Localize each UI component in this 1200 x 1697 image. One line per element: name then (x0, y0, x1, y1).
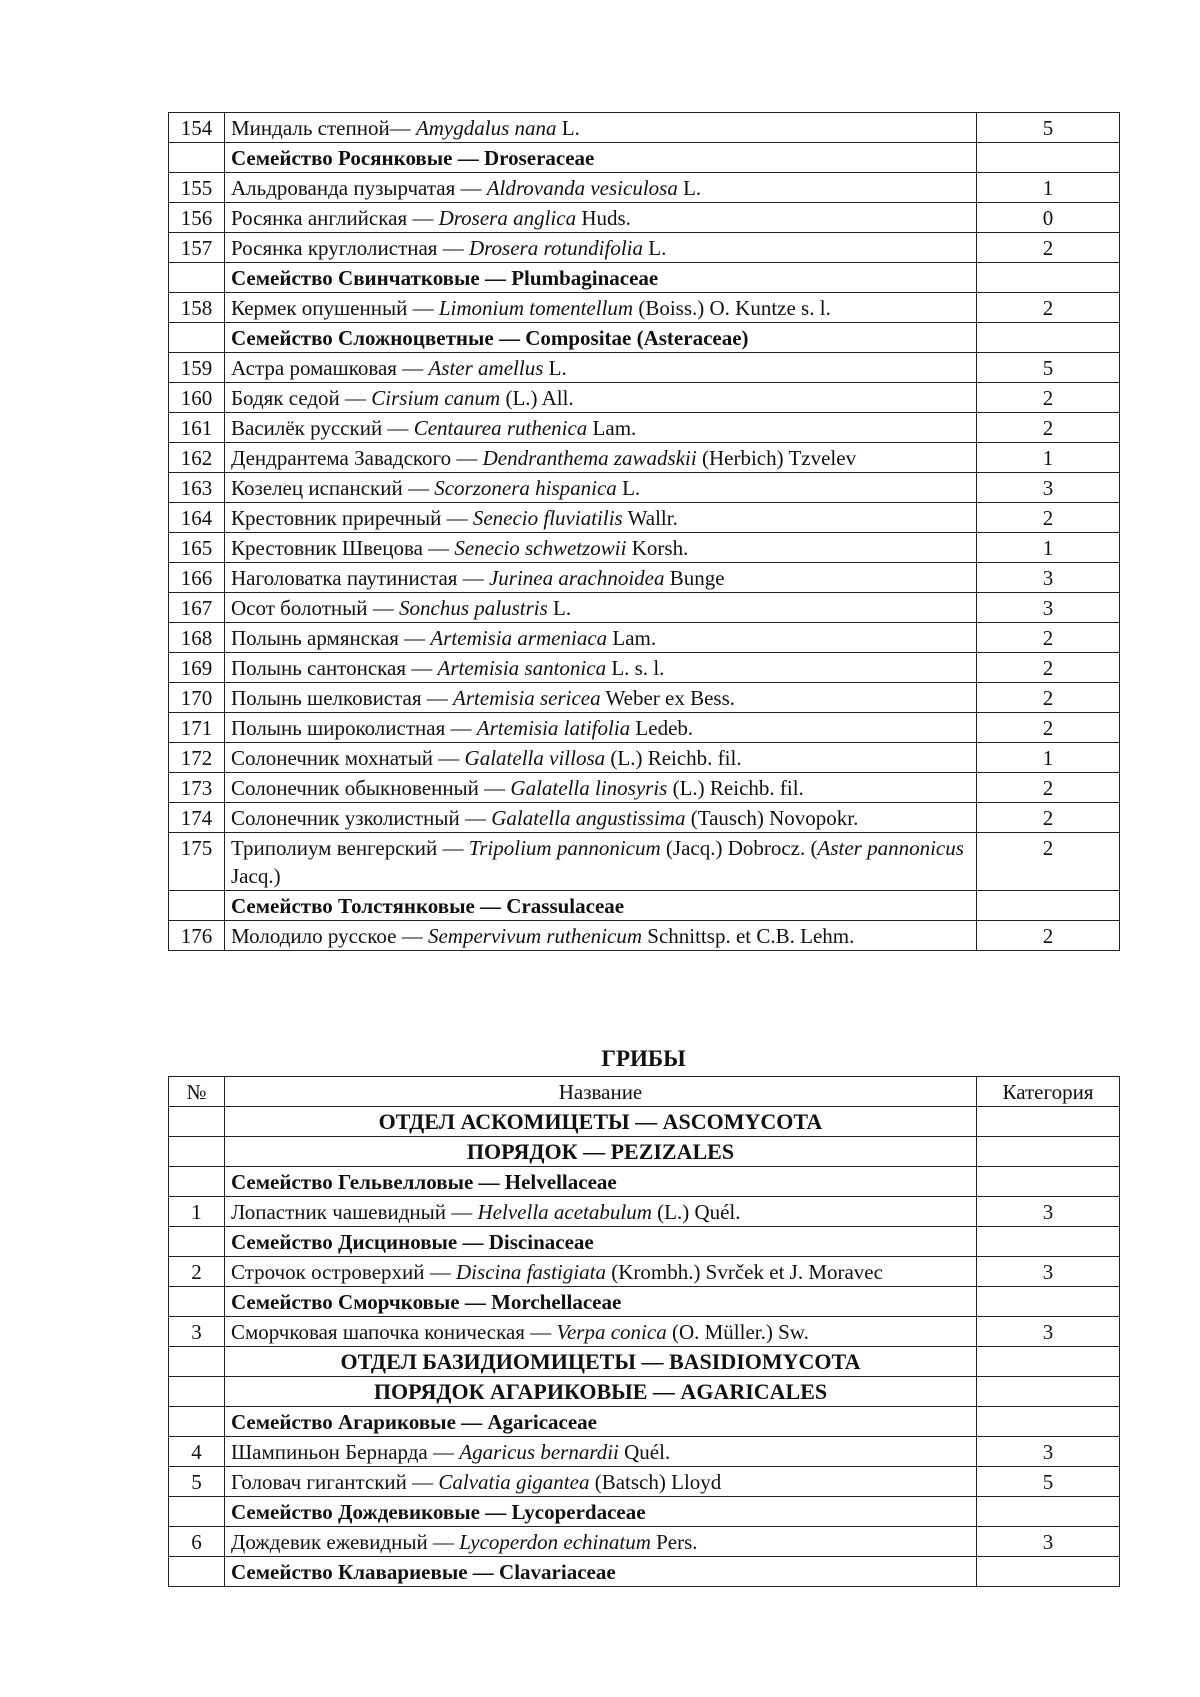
empty-cell (169, 1137, 225, 1167)
row-number: 5 (169, 1467, 225, 1497)
latin-name: Centaurea ruthenica (413, 416, 588, 440)
category-value: 2 (977, 653, 1120, 683)
table-row (169, 1467, 1120, 1497)
row-number: 168 (169, 623, 225, 653)
russian-name: Крестовник приречный — (231, 506, 473, 530)
species-name (225, 1197, 977, 1227)
table-row (169, 683, 1120, 713)
family-name: Семейство Дисциновые — Discinaceae (225, 1227, 977, 1257)
row-number: 161 (169, 413, 225, 443)
latin-name: Aldrovanda vesiculosa (486, 176, 678, 200)
empty-cell (169, 1167, 225, 1197)
russian-name: Солонечник узколистный — (231, 806, 492, 830)
empty-cell (977, 263, 1120, 293)
russian-name: Козелец испанский — (231, 476, 435, 500)
russian-name: Альдрованда пузырчатая — (231, 176, 487, 200)
species-name (225, 1527, 977, 1557)
author-name: Pers. (650, 1530, 698, 1554)
species-name (225, 233, 977, 263)
empty-cell (977, 1107, 1120, 1137)
species-name (225, 623, 977, 653)
author-name: (L.) All. (500, 386, 574, 410)
empty-cell (169, 1377, 225, 1407)
category-value: 1 (977, 443, 1120, 473)
latin-name: Limonium tomentellum (438, 296, 634, 320)
empty-cell (169, 1227, 225, 1257)
row-number: 160 (169, 383, 225, 413)
latin-name: Sonchus palustris (399, 596, 548, 620)
table-row (169, 773, 1120, 803)
row-number: 167 (169, 593, 225, 623)
row-number: 1 (169, 1197, 225, 1227)
empty-cell (169, 1407, 225, 1437)
russian-name: Триполиум венгерский — (231, 836, 469, 860)
russian-name: Росянка круглолистная — (231, 236, 469, 260)
author-name: L. s. l. (606, 656, 665, 680)
latin-name: Artemisia santonica (437, 656, 607, 680)
row-number: 162 (169, 443, 225, 473)
species-name (225, 383, 977, 413)
author-name: (Jacq.) Dobrocz. (660, 836, 806, 860)
header-number: № (169, 1077, 225, 1107)
table-row (169, 623, 1120, 653)
table-row (169, 803, 1120, 833)
table-row (169, 233, 1120, 263)
author-name: L. (677, 176, 702, 200)
author-name: Ledeb. (630, 716, 694, 740)
category-value: 2 (977, 803, 1120, 833)
row-number: 155 (169, 173, 225, 203)
author-name: (Tausch) Novopokr. (685, 806, 859, 830)
category-value: 2 (977, 293, 1120, 323)
species-name (225, 473, 977, 503)
empty-cell (169, 891, 225, 921)
species-name (225, 773, 977, 803)
category-value: 1 (977, 173, 1120, 203)
empty-cell (977, 323, 1120, 353)
table-row (169, 113, 1120, 143)
family-name: Семейство Сморчковые — Morchellaceae (225, 1287, 977, 1317)
species-name (225, 353, 977, 383)
row-number: 174 (169, 803, 225, 833)
row-number: 165 (169, 533, 225, 563)
family-name: Семейство Свинчатковые — Plumbaginaceae (225, 263, 977, 293)
category-value: 5 (977, 113, 1120, 143)
table-row (169, 293, 1120, 323)
latin-name: Discina fastigiata (456, 1260, 606, 1284)
category-value: 3 (977, 563, 1120, 593)
author-name: (Krombh.) Svrček et J. Moravec (605, 1260, 883, 1284)
empty-cell (977, 891, 1120, 921)
row-number: 176 (169, 921, 225, 951)
species-name: Триполиум венгерский — Tripolium pannonicum (Jacq.) Dobrocz. (Aster pannonicus Jacq.) (225, 833, 977, 891)
latin-name: Helvella acetabulum (477, 1200, 652, 1224)
species-name (225, 713, 977, 743)
row-number: 6 (169, 1527, 225, 1557)
table-row (169, 533, 1120, 563)
species-name (225, 1437, 977, 1467)
category-value: 2 (977, 921, 1120, 951)
latin-name: Senecio fluviatilis (472, 506, 623, 530)
russian-name: Дождевик ежевидный — (231, 1530, 460, 1554)
family-name: Семейство Агариковые — Agaricaceae (225, 1407, 977, 1437)
author-name: (Boiss.) O. Kuntze s. l. (633, 296, 831, 320)
table-row (169, 203, 1120, 233)
latin-name: Jurinea arachnoidea (488, 566, 665, 590)
fungi-header-row (169, 1077, 1120, 1107)
russian-name: Строчок островерхий — (231, 1260, 457, 1284)
author-name: (L.) Quél. (651, 1200, 741, 1224)
division-name: ПОРЯДОК — PEZIZALES (225, 1137, 977, 1167)
latin-name: Galatella villosa (464, 746, 606, 770)
row-number: 154 (169, 113, 225, 143)
empty-cell (977, 1497, 1120, 1527)
author-name: Huds. (576, 206, 631, 230)
latin-name: Artemisia sericea (453, 686, 601, 710)
russian-name: Полынь широколистная — (231, 716, 477, 740)
author-name: Bunge (664, 566, 725, 590)
family-row (169, 323, 1120, 353)
header-name: Название (225, 1077, 977, 1107)
row-number: 4 (169, 1437, 225, 1467)
species-name (225, 443, 977, 473)
division-row (169, 1347, 1120, 1377)
empty-cell (977, 1557, 1120, 1587)
russian-name: Полынь шелковистая — (231, 686, 454, 710)
author-name: L. (616, 476, 641, 500)
latin-name: Aster amellus (428, 356, 544, 380)
category-value: 2 (977, 773, 1120, 803)
category-value: 2 (977, 623, 1120, 653)
species-name (225, 563, 977, 593)
latin-name: Artemisia latifolia (476, 716, 631, 740)
species-name (225, 1467, 977, 1497)
division-name: ПОРЯДОК АГАРИКОВЫЕ — AGARICALES (225, 1377, 977, 1407)
synonym-latin-name: Aster pannonicus (817, 836, 964, 860)
species-name (225, 1317, 977, 1347)
row-number: 3 (169, 1317, 225, 1347)
author-name: L. (556, 116, 580, 140)
latin-name: Calvatia gigantea (438, 1470, 590, 1494)
row-number: 157 (169, 233, 225, 263)
row-number: 173 (169, 773, 225, 803)
section-title-fungi: ГРИБЫ (601, 1046, 686, 1071)
family-row (169, 263, 1120, 293)
latin-name: Amygdalus nana (415, 116, 557, 140)
empty-cell (977, 1137, 1120, 1167)
empty-cell (169, 1107, 225, 1137)
table-row (169, 593, 1120, 623)
table-row (169, 921, 1120, 951)
division-row (169, 1107, 1120, 1137)
category-value: 3 (977, 1317, 1120, 1347)
empty-cell (169, 263, 225, 293)
row-number: 172 (169, 743, 225, 773)
table-row (169, 833, 1120, 891)
empty-cell (977, 1347, 1120, 1377)
family-name: Семейство Сложноцветные — Compositae (Asteraceae) (225, 323, 977, 353)
empty-cell (169, 323, 225, 353)
row-number: 166 (169, 563, 225, 593)
category-value: 2 (977, 383, 1120, 413)
row-number: 164 (169, 503, 225, 533)
category-value: 1 (977, 533, 1120, 563)
division-name: ОТДЕЛ АСКОМИЦЕТЫ — ASCOMYCOTA (225, 1107, 977, 1137)
species-name (225, 1257, 977, 1287)
latin-name: Scorzonera hispanica (434, 476, 617, 500)
empty-cell (977, 1407, 1120, 1437)
table-row (169, 503, 1120, 533)
row-number: 156 (169, 203, 225, 233)
category-value: 3 (977, 1437, 1120, 1467)
category-value: 3 (977, 593, 1120, 623)
author-name: (L.) Reichb. fil. (605, 746, 742, 770)
russian-name: Солонечник мохнатый — (231, 746, 465, 770)
russian-name: Дендрантема Завадского — (231, 446, 483, 470)
russian-name: Кермек опушенный — (231, 296, 439, 320)
russian-name: Бодяк седой — (231, 386, 372, 410)
table-row (169, 173, 1120, 203)
russian-name: Полынь сантонская — (231, 656, 438, 680)
row-number: 175 (169, 833, 225, 891)
latin-name: Artemisia armeniaca (430, 626, 608, 650)
row-number: 169 (169, 653, 225, 683)
species-name (225, 653, 977, 683)
author-name: Wallr. (622, 506, 678, 530)
table-row (169, 443, 1120, 473)
category-value: 2 (977, 683, 1120, 713)
latin-name: Galatella angustissima (491, 806, 686, 830)
author-name: Weber ex Bess. (600, 686, 735, 710)
category-value: 2 (977, 713, 1120, 743)
table-row (169, 1257, 1120, 1287)
family-row (169, 1497, 1120, 1527)
author-name: L. (643, 236, 667, 260)
table-row (169, 1527, 1120, 1557)
table-row (169, 1197, 1120, 1227)
category-value: 3 (977, 1257, 1120, 1287)
row-number: 163 (169, 473, 225, 503)
empty-cell (169, 1497, 225, 1527)
category-value: 3 (977, 473, 1120, 503)
category-value: 3 (977, 1527, 1120, 1557)
row-number: 159 (169, 353, 225, 383)
category-value: 5 (977, 353, 1120, 383)
family-name: Семейство Дождевиковые — Lycoperdaceae (225, 1497, 977, 1527)
latin-name: Drosera rotundifolia (468, 236, 644, 260)
author-name: Schnittsp. et C.B. Lehm. (642, 924, 855, 948)
plants-table-body (169, 113, 1120, 951)
family-name: Семейство Толстянковые — Crassulaceae (225, 891, 977, 921)
empty-cell (169, 1557, 225, 1587)
category-value: 2 (977, 413, 1120, 443)
division-name: ОТДЕЛ БАЗИДИОМИЦЕТЫ — BASIDIOMYCOTA (225, 1347, 977, 1377)
empty-cell (169, 1347, 225, 1377)
table-row (169, 473, 1120, 503)
latin-name: Agaricus bernardii (459, 1440, 619, 1464)
category-value: 2 (977, 503, 1120, 533)
fungi-table-body (169, 1107, 1120, 1587)
russian-name: Полынь армянская — (231, 626, 431, 650)
russian-name: Сморчковая шапочка коническая — (231, 1320, 557, 1344)
species-name (225, 683, 977, 713)
family-row (169, 1167, 1120, 1197)
author-name: (Herbich) Tzvelev (696, 446, 857, 470)
empty-cell (977, 1287, 1120, 1317)
family-name: Семейство Клавариевые — Clavariaceae (225, 1557, 977, 1587)
russian-name: Осот болотный — (231, 596, 400, 620)
plants-table (168, 112, 1120, 951)
fungi-table (168, 1076, 1120, 1587)
row-number: 170 (169, 683, 225, 713)
category-value: 2 (977, 833, 1120, 891)
synonym-author-name: Jacq. (231, 864, 274, 888)
table-row (169, 653, 1120, 683)
russian-name: Василёк русский — (231, 416, 414, 440)
header-category: Категория (977, 1077, 1120, 1107)
table-row (169, 743, 1120, 773)
russian-name: Молодило русское — (231, 924, 428, 948)
russian-name: Крестовник Швецова — (231, 536, 455, 560)
author-name: Korsh. (626, 536, 689, 560)
russian-name: Шампиньон Бернарда — (231, 1440, 460, 1464)
russian-name: Головач гигантский — (231, 1470, 439, 1494)
latin-name: Cirsium canum (371, 386, 501, 410)
family-row (169, 143, 1120, 173)
author-name: L. (547, 596, 572, 620)
species-name (225, 921, 977, 951)
latin-name: Lycoperdon echinatum (459, 1530, 651, 1554)
species-name (225, 113, 977, 143)
empty-cell (977, 1377, 1120, 1407)
empty-cell (977, 1227, 1120, 1257)
table-row (169, 413, 1120, 443)
empty-cell (977, 1167, 1120, 1197)
species-name (225, 413, 977, 443)
family-row (169, 1407, 1120, 1437)
author-name: (L.) Reichb. fil. (667, 776, 804, 800)
russian-name: Росянка английская — (231, 206, 439, 230)
family-row (169, 1227, 1120, 1257)
russian-name: Лопастник чашевидный — (231, 1200, 478, 1224)
species-name (225, 173, 977, 203)
russian-name: Миндаль степной— (231, 116, 416, 140)
table-row (169, 383, 1120, 413)
species-name (225, 803, 977, 833)
author-name: Quél. (618, 1440, 671, 1464)
category-value: 1 (977, 743, 1120, 773)
latin-name: Drosera anglica (438, 206, 577, 230)
author-name: (O. Müller.) Sw. (666, 1320, 809, 1344)
division-row (169, 1377, 1120, 1407)
author-name: Lam. (607, 626, 657, 650)
empty-cell (169, 143, 225, 173)
latin-name: Sempervivum ruthenicum (427, 924, 643, 948)
category-value: 5 (977, 1467, 1120, 1497)
russian-name: Солонечник обыкновенный — (231, 776, 511, 800)
table-row (169, 713, 1120, 743)
table-row (169, 563, 1120, 593)
russian-name: Наголоватка паутинистая — (231, 566, 489, 590)
latin-name: Galatella linosyris (510, 776, 668, 800)
table-row (169, 1317, 1120, 1347)
species-name (225, 503, 977, 533)
table-row (169, 353, 1120, 383)
species-name (225, 743, 977, 773)
family-row (169, 891, 1120, 921)
russian-name: Астра ромашковая — (231, 356, 429, 380)
family-name: Семейство Росянковые — Droseraceae (225, 143, 977, 173)
latin-name: Dendranthema zawadskii (482, 446, 697, 470)
author-name: (Batsch) Lloyd (589, 1470, 722, 1494)
latin-name: Senecio schwetzowii (454, 536, 627, 560)
category-value: 3 (977, 1197, 1120, 1227)
species-name (225, 293, 977, 323)
row-number: 171 (169, 713, 225, 743)
family-name: Семейство Гельвелловые — Helvellaceae (225, 1167, 977, 1197)
latin-name: Verpa conica (556, 1320, 667, 1344)
species-name (225, 533, 977, 563)
species-name (225, 593, 977, 623)
latin-name: Tripolium pannonicum (468, 836, 661, 860)
row-number: 158 (169, 293, 225, 323)
family-row (169, 1287, 1120, 1317)
category-value: 0 (977, 203, 1120, 233)
table-row (169, 1437, 1120, 1467)
row-number: 2 (169, 1257, 225, 1287)
author-name: L. (543, 356, 567, 380)
empty-cell (169, 1287, 225, 1317)
family-row (169, 1557, 1120, 1587)
author-name: Lam. (587, 416, 637, 440)
species-name (225, 203, 977, 233)
empty-cell (977, 143, 1120, 173)
category-value: 2 (977, 233, 1120, 263)
division-row (169, 1137, 1120, 1167)
